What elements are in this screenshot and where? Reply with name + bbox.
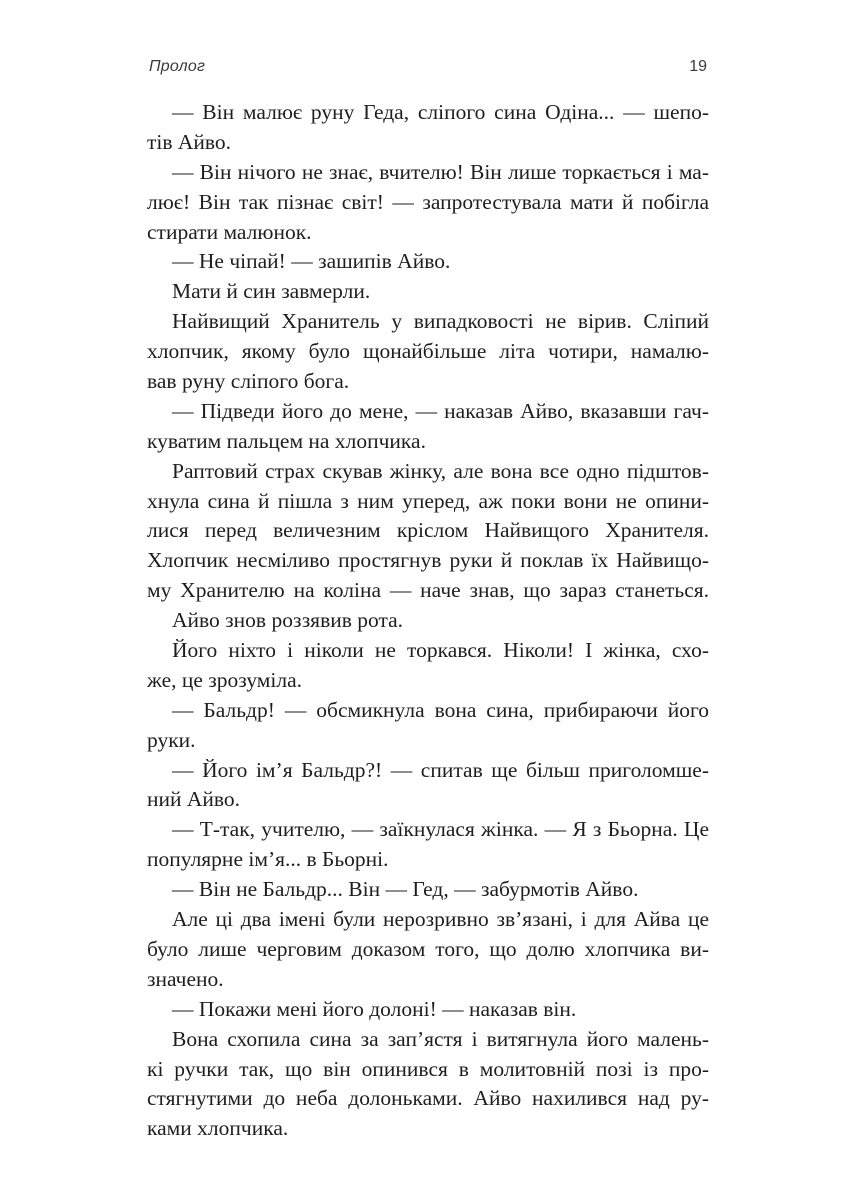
text-line: — Він нічого не знає, вчителю! Він лише торкається і ма- (172, 159, 709, 184)
text-line: Айво знов роззявив рота. (172, 608, 404, 633)
text-line: Раптовий страх скував жінку, але вона все одно підштов- (172, 458, 709, 483)
text-line: стирати малюнок. (147, 219, 312, 244)
page-number: 19 (689, 58, 707, 75)
text-line: Вона схопила сина за зап’ястя і витягнула його малень- (172, 1026, 709, 1051)
text-line: кі ручки так, що він опинився в молитовній позі із про- (147, 1056, 709, 1081)
text-line: — Підведи його до мене, — наказав Айво, вказавши гач- (172, 398, 709, 423)
text-line: лює! Він так пізнає світ! — запротестувала мати й побігла (147, 189, 709, 214)
text-line: Його ніхто і ніколи не торкався. Ніколи! І жінка, схо- (172, 638, 709, 663)
text-line: популярне ім’я... в Бьорні. (147, 847, 389, 872)
text-line: же, це зрозуміла. (147, 667, 303, 692)
text-line: значено. (147, 966, 224, 991)
text-line: ками хлопчика. (147, 1116, 289, 1141)
text-line: — Не чіпай! — зашипів Айво. (172, 249, 451, 274)
text-line: стягнутими до неба долоньками. Айво нахилився над ру- (147, 1086, 709, 1111)
text-line: Хлопчик несміливо простягнув руки й поклав їх Найвищо- (147, 548, 709, 573)
text-line: — Бальдр! — обсмикнула вона сина, прибираючи його (172, 697, 709, 722)
text-line: — Він малює руну Геда, сліпого сина Одіна... — шепо- (172, 100, 709, 124)
text-line: було лише черговим доказом того, що долю хлопчика ви- (147, 936, 709, 961)
text-line: — Покажи мені його долоні! — наказав він. (172, 996, 577, 1021)
text-line: Мати й син завмерли. (172, 279, 371, 304)
text-line: ний Айво. (147, 787, 241, 812)
text-line: лися перед величезним кріслом Найвищого Хранителя. (147, 518, 709, 543)
text-line: Але ці два імені були нерозривно зв’язані, і для Айва це (172, 907, 709, 932)
text-line: — Він не Бальдр... Він — Гед, — забурмотів Айво. (172, 877, 639, 902)
running-head (149, 58, 709, 80)
text-line: тів Айво. (147, 129, 232, 154)
text-line: руки. (147, 727, 196, 752)
text-line: куватим пальцем на хлопчика. (147, 428, 426, 453)
text-line: му Хранителю на коліна — наче знав, що зараз станеться. (147, 578, 709, 603)
text-line: — Його ім’я Бальдр?! — спитав ще більш приголомше- (172, 757, 709, 782)
text-line: вав руну сліпого бога. (147, 369, 350, 394)
text-line: — Т-так, учителю, — заїкнулася жінка. — Я з Бьорна. Це (172, 817, 709, 842)
text-line: Найвищий Хранитель у випадковості не вірив. Сліпий (172, 309, 709, 334)
text-line: хнула сина й пішла з ним уперед, аж поки вони не опини- (147, 488, 709, 513)
body-text (147, 98, 709, 1144)
text-line: хлопчик, якому було щонайбільше літа чотири, намалю- (147, 339, 709, 364)
section-title: Пролог (149, 58, 206, 75)
